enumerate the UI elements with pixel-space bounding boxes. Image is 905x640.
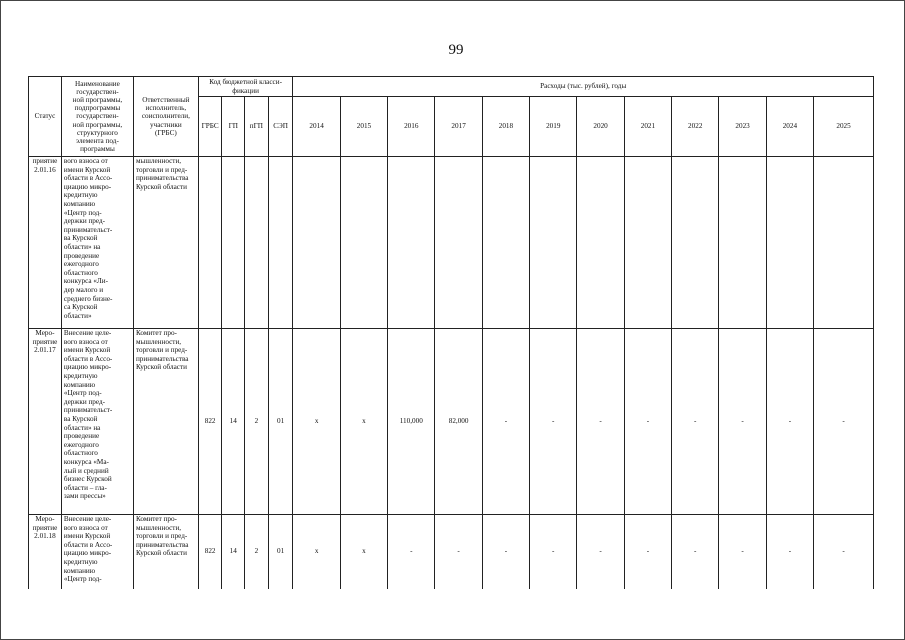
row-value-2021: - — [624, 329, 671, 515]
row-name: вого взноса от имени Курской области в Ассо- циацию микро- кредитную компанию «Центр под- держки пред- принимательст- ва Курской области» на проведение ежегодного областного конкурса «Ли- дер малого и среднего бизне- са Курской области» — [61, 157, 133, 329]
row-responsible: Комитет про- мышленности, торговли и пред- принимательства Курской области — [133, 515, 198, 589]
row-value-2023: - — [719, 329, 766, 515]
table-row — [29, 515, 874, 589]
header-name: Наименование государствен- ной программы, подпрограммы государствен- ной программы, структурного элемента под- программы — [61, 77, 133, 157]
row-code-пгп: 2 — [245, 515, 269, 589]
row-code-гп: 14 — [222, 515, 245, 589]
table-row — [29, 157, 874, 329]
row-code-пгп: 2 — [245, 329, 269, 515]
header-year-2021: 2021 — [624, 97, 671, 157]
row-value-2017 — [435, 157, 482, 329]
page-number: 99 — [448, 42, 464, 58]
header-year-2019: 2019 — [530, 97, 577, 157]
row-value-2016: 110,000 — [388, 329, 435, 515]
row-value-2015: х — [340, 329, 387, 515]
row-value-2018: - — [482, 329, 529, 515]
row-value-2017: - — [435, 515, 482, 589]
header-budget-code: Код бюджетной класси- фикации — [198, 77, 293, 97]
row-status: приятие 2.01.16 — [29, 157, 62, 329]
row-code-сэп: 01 — [268, 515, 293, 589]
header-year-2018: 2018 — [482, 97, 529, 157]
row-value-2014: х — [293, 329, 340, 515]
header-year-2014: 2014 — [293, 97, 340, 157]
row-value-2024: - — [766, 515, 813, 589]
row-value-2014: х — [293, 515, 340, 589]
row-value-2016 — [388, 157, 435, 329]
row-value-2018: - — [482, 515, 529, 589]
row-code-сэп — [268, 157, 293, 329]
table-body — [29, 157, 874, 589]
header-year-2016: 2016 — [388, 97, 435, 157]
row-name: Внесение целе- вого взноса от имени Курской области в Ассо- циацию микро- кредитную компанию «Центр под- — [61, 515, 133, 589]
row-value-2020 — [577, 157, 624, 329]
row-value-2015 — [340, 157, 387, 329]
row-value-2022: - — [672, 515, 719, 589]
expenses-table — [28, 76, 874, 589]
header-year-2015: 2015 — [340, 97, 387, 157]
header-code-гп: ГП — [222, 97, 245, 157]
header-year-2024: 2024 — [766, 97, 813, 157]
row-responsible: Комитет про- мышленности, торговли и пред- принимательства Курской области — [133, 329, 198, 515]
row-status: Меро- приятие 2.01.18 — [29, 515, 62, 589]
header-code-грбс: ГРБС — [198, 97, 222, 157]
table-row — [29, 329, 874, 515]
row-value-2025: - — [814, 515, 874, 589]
row-value-2023 — [719, 157, 766, 329]
row-value-2019 — [530, 157, 577, 329]
row-value-2024: - — [766, 329, 813, 515]
row-code-пгп — [245, 157, 269, 329]
row-value-2015: х — [340, 515, 387, 589]
row-value-2022: - — [672, 329, 719, 515]
row-value-2017: 82,000 — [435, 329, 482, 515]
header-responsible: Ответственный исполнитель, соисполнители, участники (ГРБС) — [133, 77, 198, 157]
row-code-гп — [222, 157, 245, 329]
row-name: Внесение целе- вого взноса от имени Курской области в Ассо- циацию микро- кредитную компанию «Центр под- держки пред- принимательст- ва Курской области» на проведение ежегодного областного конкурса «Ма- лый и средний бизнес Курской области – гла- зами прессы» — [61, 329, 133, 515]
row-value-2021 — [624, 157, 671, 329]
row-code-грбс: 822 — [198, 329, 222, 515]
row-value-2025 — [814, 157, 874, 329]
row-value-2024 — [766, 157, 813, 329]
row-value-2021: - — [624, 515, 671, 589]
header-year-2022: 2022 — [672, 97, 719, 157]
header-year-2025: 2025 — [814, 97, 874, 157]
row-value-2020: - — [577, 515, 624, 589]
row-value-2025: - — [814, 329, 874, 515]
header-year-2020: 2020 — [577, 97, 624, 157]
row-code-гп: 14 — [222, 329, 245, 515]
header-code-сэп: СЭП — [268, 97, 293, 157]
row-value-2023: - — [719, 515, 766, 589]
row-status: Меро- приятие 2.01.17 — [29, 329, 62, 515]
row-value-2019: - — [530, 329, 577, 515]
header-year-2023: 2023 — [719, 97, 766, 157]
row-value-2019: - — [530, 515, 577, 589]
row-value-2018 — [482, 157, 529, 329]
row-value-2022 — [672, 157, 719, 329]
header-code-пгп: пГП — [245, 97, 269, 157]
row-code-сэп: 01 — [268, 329, 293, 515]
row-value-2014 — [293, 157, 340, 329]
row-value-2020: - — [577, 329, 624, 515]
row-code-грбс — [198, 157, 222, 329]
row-value-2016: - — [388, 515, 435, 589]
row-code-грбс: 822 — [198, 515, 222, 589]
header-expenses: Расходы (тыс. рублей), годы — [293, 77, 874, 97]
row-responsible: мышленности, торговли и пред- принимательства Курской области — [133, 157, 198, 329]
header-status: Статус — [29, 77, 62, 157]
header-year-2017: 2017 — [435, 97, 482, 157]
